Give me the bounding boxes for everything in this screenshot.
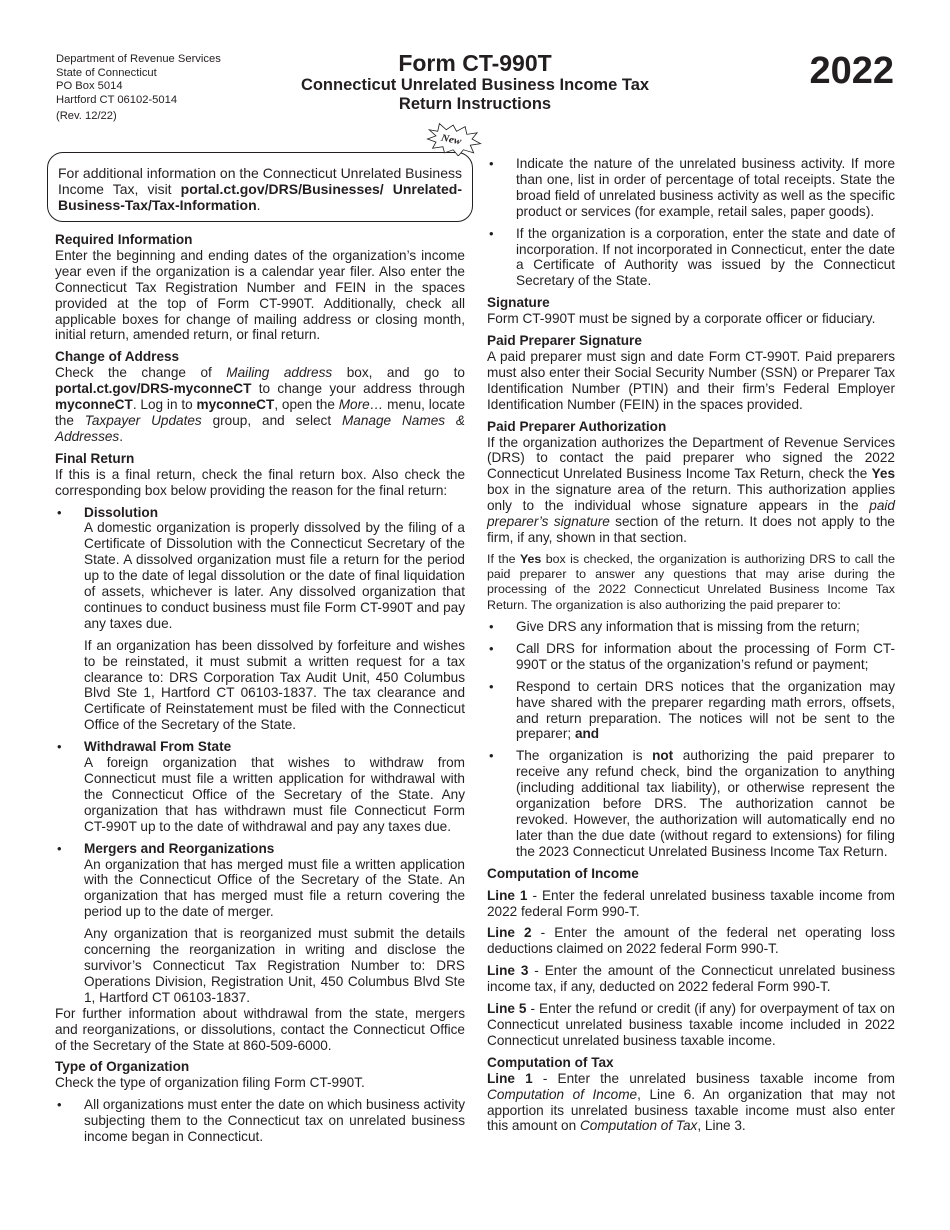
text-run: Any organization that is reorganized must submit the details concerning the reorganization in writing and disclose the survivor’s Connecticut Tax Registration Number to: DRS Operations Division, Registration Unit, 450 Columbus Blvd Ste 1, Hartford CT 06103-1837. xyxy=(84,926,465,1005)
text-run: A domestic organization is properly dissolved by the filing of a Certificate of Dissolution with the Connecticut Secretary of the State. A dissolved organization must file a return for the period up to the date of legal dissolution or the date of final liquidation of assets, whichever is later. Any dissolved organization that continues to conduct business must file Form CT-990T and pay any taxes due. xyxy=(84,520,465,631)
italic-text: More… xyxy=(338,397,384,413)
text-run: Call DRS for information about the processing of Form CT-990T or the status of the organization’s refund or payment; xyxy=(516,640,895,672)
line-instruction xyxy=(487,925,895,957)
text-run: - Enter the refund or credit (if any) for overpayment of tax on Connecticut unrelated business taxable income included in 2022 Connecticut unrelated business taxable income. xyxy=(487,1001,895,1048)
text-run: . xyxy=(256,197,261,213)
agency-line: Department of Revenue Services xyxy=(56,53,221,65)
bullet-paragraph xyxy=(84,1097,465,1145)
bold-text: portal.ct.gov/DRS/Businesses/ Unrelated-Business-Tax/Tax-Information xyxy=(58,181,462,213)
text-run: section of the return. It does not apply to the firm, if any, shown in that section. xyxy=(487,514,895,545)
bold-text: myconneCT xyxy=(55,397,133,413)
text-run: - Enter the amount of the federal net operating loss deductions claimed on 2022 federal Form 990-T. xyxy=(487,925,895,957)
left-column xyxy=(55,232,465,1145)
bullet-item xyxy=(55,739,465,834)
new-starburst-icon xyxy=(424,122,484,156)
paragraph xyxy=(487,552,895,613)
bullet-paragraph xyxy=(516,226,895,290)
agency-address xyxy=(56,53,221,124)
right-column xyxy=(487,150,895,1134)
section-heading: Type of Organization xyxy=(55,1059,190,1075)
text-run: A foreign organization that wishes to withdraw from Connecticut must file a written application for withdrawal with the Connecticut Office of the Secretary of the State. Any organization that has withdrawn must file Connecticut Form CT-990T up to the date of withdrawal and pay any taxes due. xyxy=(84,755,465,834)
text-run: If the xyxy=(487,551,520,566)
new-badge-text: New xyxy=(439,133,463,148)
text-run: . xyxy=(119,428,124,444)
paragraph xyxy=(55,365,465,445)
section-heading: Signature xyxy=(487,295,550,311)
bullet-paragraph xyxy=(84,857,465,921)
bold-text: not xyxy=(652,748,674,764)
bold-text: portal.ct.gov/DRS-myconneCT xyxy=(55,381,252,397)
paragraph xyxy=(487,349,895,413)
bullet-paragraph xyxy=(84,520,465,631)
bold-text: Line 3 xyxy=(487,963,529,979)
text-run: to change your address through xyxy=(251,381,465,397)
paragraph xyxy=(55,248,465,343)
text-run: Indicate the nature of the unrelated business activity. If more than one, list in order of percentage of total receipts. State the broad field of unrelated business activity as well as the specific product or services (for example, retail sales, paper goods). xyxy=(516,156,895,219)
paragraph xyxy=(487,435,895,546)
section-heading: Required Information xyxy=(55,232,193,247)
bullet-item xyxy=(487,226,895,290)
text-run: If the organization authorizes the Department of Revenue Services (DRS) to contact the paid preparer who signed the 2022 Connecticut Unrelated Business Income Tax Return, check the xyxy=(487,434,895,482)
text-run: Enter the beginning and ending dates of the organization’s income year even if the organization is a calendar year filer. Also enter the Connecticut Tax Registration Number and FEIN in the spaces provided at the top of Form CT-990T. Additionally, check all applicable boxes for change of mailing address or closing month, initial return, amended return, or final return. xyxy=(55,247,465,343)
text-run: - Enter the federal unrelated business taxable income from 2022 federal Form 990-T. xyxy=(487,887,896,919)
form-number: Form CT-990T xyxy=(398,50,552,76)
bullet-paragraph xyxy=(516,679,895,743)
bullet-title: • Dissolution xyxy=(84,504,159,520)
bullet-paragraph xyxy=(84,755,465,835)
text-run: . Log in to xyxy=(132,397,197,413)
bold-text: Line 1 xyxy=(487,887,528,903)
italic-text: Computation of Tax xyxy=(579,1118,698,1134)
bold-text: Line 1 xyxy=(487,1070,533,1086)
paragraph xyxy=(55,1006,465,1054)
section-heading: Final Return xyxy=(55,450,135,466)
text-run: Give DRS any information that is missing from the return; xyxy=(516,619,860,635)
bullet-paragraph xyxy=(516,641,895,673)
text-run: authorizing the paid preparer to receive any refund check, bind the organization to anything (including additional tax liability), or otherwise represent the organization before DRS. The authorization cannot be revoked. However, the authorization will automatically end no later than the due date (without regard to extensions) for filing the 2023 Connecticut Unrelated Business Income Tax Return. xyxy=(516,748,895,859)
paragraph xyxy=(55,467,465,499)
italic-text: Computation of Income xyxy=(487,1086,638,1102)
bullet-title: • Mergers and Reorganizations xyxy=(84,840,275,856)
text-run: box, and go to xyxy=(332,365,465,381)
section-heading: Paid Preparer Signature xyxy=(487,333,642,349)
bullet-item xyxy=(487,641,895,673)
bold-text: Yes xyxy=(519,551,542,566)
bullet-item xyxy=(55,1097,465,1145)
paragraph xyxy=(487,311,895,327)
text-run: An organization that has merged must file a written application with the Connecticut Office of the Secretary of the State. An organization that has merged must file a return covering the period up to the date of merger. xyxy=(84,856,465,920)
bullet-item xyxy=(487,619,895,635)
text-run: box is checked, the organization is authorizing DRS to call the paid preparer to answer any questions that may arise during the processing of the 2022 Connecticut Unrelated Business Income Tax Return. The organization is also authorizing the paid preparer to: xyxy=(487,551,895,612)
agency-line: Hartford CT 06102-5014 xyxy=(56,93,178,106)
bold-text: and xyxy=(574,726,600,742)
agency-line: State of Connecticut xyxy=(56,66,157,79)
italic-text: Taxpayer Updates xyxy=(84,412,202,428)
section-heading: Computation of Income xyxy=(487,865,639,881)
text-run: group, and select xyxy=(201,412,342,428)
bullet-item xyxy=(487,679,895,743)
bold-text: Line 5 xyxy=(487,1001,527,1017)
bullet-item xyxy=(55,841,465,1006)
text-run: Check the change of xyxy=(55,365,227,381)
text-run: , open the xyxy=(274,397,339,413)
italic-text: Mailing address xyxy=(226,365,333,381)
line-instruction xyxy=(487,1001,895,1049)
bold-text: myconneCT xyxy=(196,397,275,413)
text-run: - Enter the amount of the Connecticut unrelated business income tax, if any, deducted on 2022 federal Form 990-T. xyxy=(487,963,896,995)
subtitle-line-1: Connecticut Unrelated Business Income Tax xyxy=(300,76,650,94)
text-run: , Line 3. xyxy=(697,1118,746,1134)
bullet-paragraph xyxy=(516,748,895,859)
text-run: Form CT-990T must be signed by a corporate officer or fiduciary. xyxy=(487,311,876,327)
bullet-item xyxy=(487,748,895,859)
text-run: Check the type of organization filing Form CT-990T. xyxy=(55,1075,365,1091)
text-run: If an organization has been dissolved by forfeiture and wishes to be reinstated, it must submit a written request for a tax clearance to: DRS Corporation Tax Audit Unit, 450 Columbus Blvd Ste 1, Hartford CT 06103-1837. The tax clearance and Certificate of Reinstatement must be filed with the Connecticut Office of the Secretary of the State. xyxy=(84,637,465,733)
tax-year: 2022 xyxy=(809,50,894,92)
text-run: For further information about withdrawal from the state, mergers and reorganizations, or dissolutions, contact the Connecticut Office of the Secretary of the State at 860-509-6000. xyxy=(55,1005,465,1053)
title-block xyxy=(250,50,700,114)
info-box xyxy=(47,152,473,222)
bullet-paragraph xyxy=(516,619,895,635)
text-run: menu, locate the xyxy=(55,397,466,428)
text-run: A paid preparer must sign and date Form CT-990T. Paid preparers must also enter their Social Security Number (SSN) or Preparer Tax Identification Number (PTIN) and their firm’s Federal Employer Identification Number (FEIN) in the spaces provided. xyxy=(487,348,895,412)
text-run: - Enter the unrelated business taxable income from xyxy=(532,1070,896,1086)
line-instruction xyxy=(487,888,895,920)
bullet-item xyxy=(55,505,465,734)
italic-text: paid preparer’s signature xyxy=(487,498,895,530)
line-instruction xyxy=(487,963,895,995)
text-run: Respond to certain DRS notices that the organization may have shared with the preparer regarding math errors, offsets, and return preparation. The notices will not be sent to the preparer; xyxy=(516,678,895,742)
revision-date: (Rev. 12/22) xyxy=(56,110,117,123)
section-heading: Paid Preparer Authorization xyxy=(487,418,667,434)
text-run: For additional information on the Connecticut Unrelated Business Income Tax, visit xyxy=(58,165,462,197)
italic-text: Manage Names & Addresses xyxy=(55,412,465,444)
paragraph xyxy=(55,1075,465,1091)
bold-text: Yes xyxy=(871,466,895,482)
paragraph xyxy=(487,1071,895,1135)
bullet-paragraph xyxy=(516,156,895,220)
bullet-paragraph xyxy=(84,926,465,1006)
bullet-title: • Withdrawal From State xyxy=(84,739,232,755)
text-run: , Line 6. An organization that may not apportion its unrelated business taxable income must also enter this amount on xyxy=(487,1086,895,1134)
section-heading: Computation of Tax xyxy=(487,1054,614,1070)
text-run: If this is a final return, check the final return box. Also check the corresponding box below providing the reason for the final return: xyxy=(55,466,465,498)
section-heading: Change of Address xyxy=(55,349,180,365)
subtitle-line-2: Return Instructions xyxy=(398,95,552,113)
bold-text: Line 2 xyxy=(487,925,532,941)
form-subtitle xyxy=(250,76,700,114)
text-run: The organization is xyxy=(516,748,653,764)
bullet-item xyxy=(487,156,895,220)
agency-line: PO Box 5014 xyxy=(56,80,123,93)
text-run: If the organization is a corporation, enter the state and date of incorporation. If not incorporated in Connecticut, enter the date a Certificate of Authority was issued by the Connecticut Secretary of the State. xyxy=(516,225,895,289)
bullet-paragraph xyxy=(84,638,465,733)
text-run: box in the signature area of the return. This authorization applies only to the individual whose signature appears in the xyxy=(487,482,895,514)
text-run: All organizations must enter the date on which business activity subjecting them to the Connecticut tax on unrelated business income began in Connecticut. xyxy=(84,1097,465,1145)
